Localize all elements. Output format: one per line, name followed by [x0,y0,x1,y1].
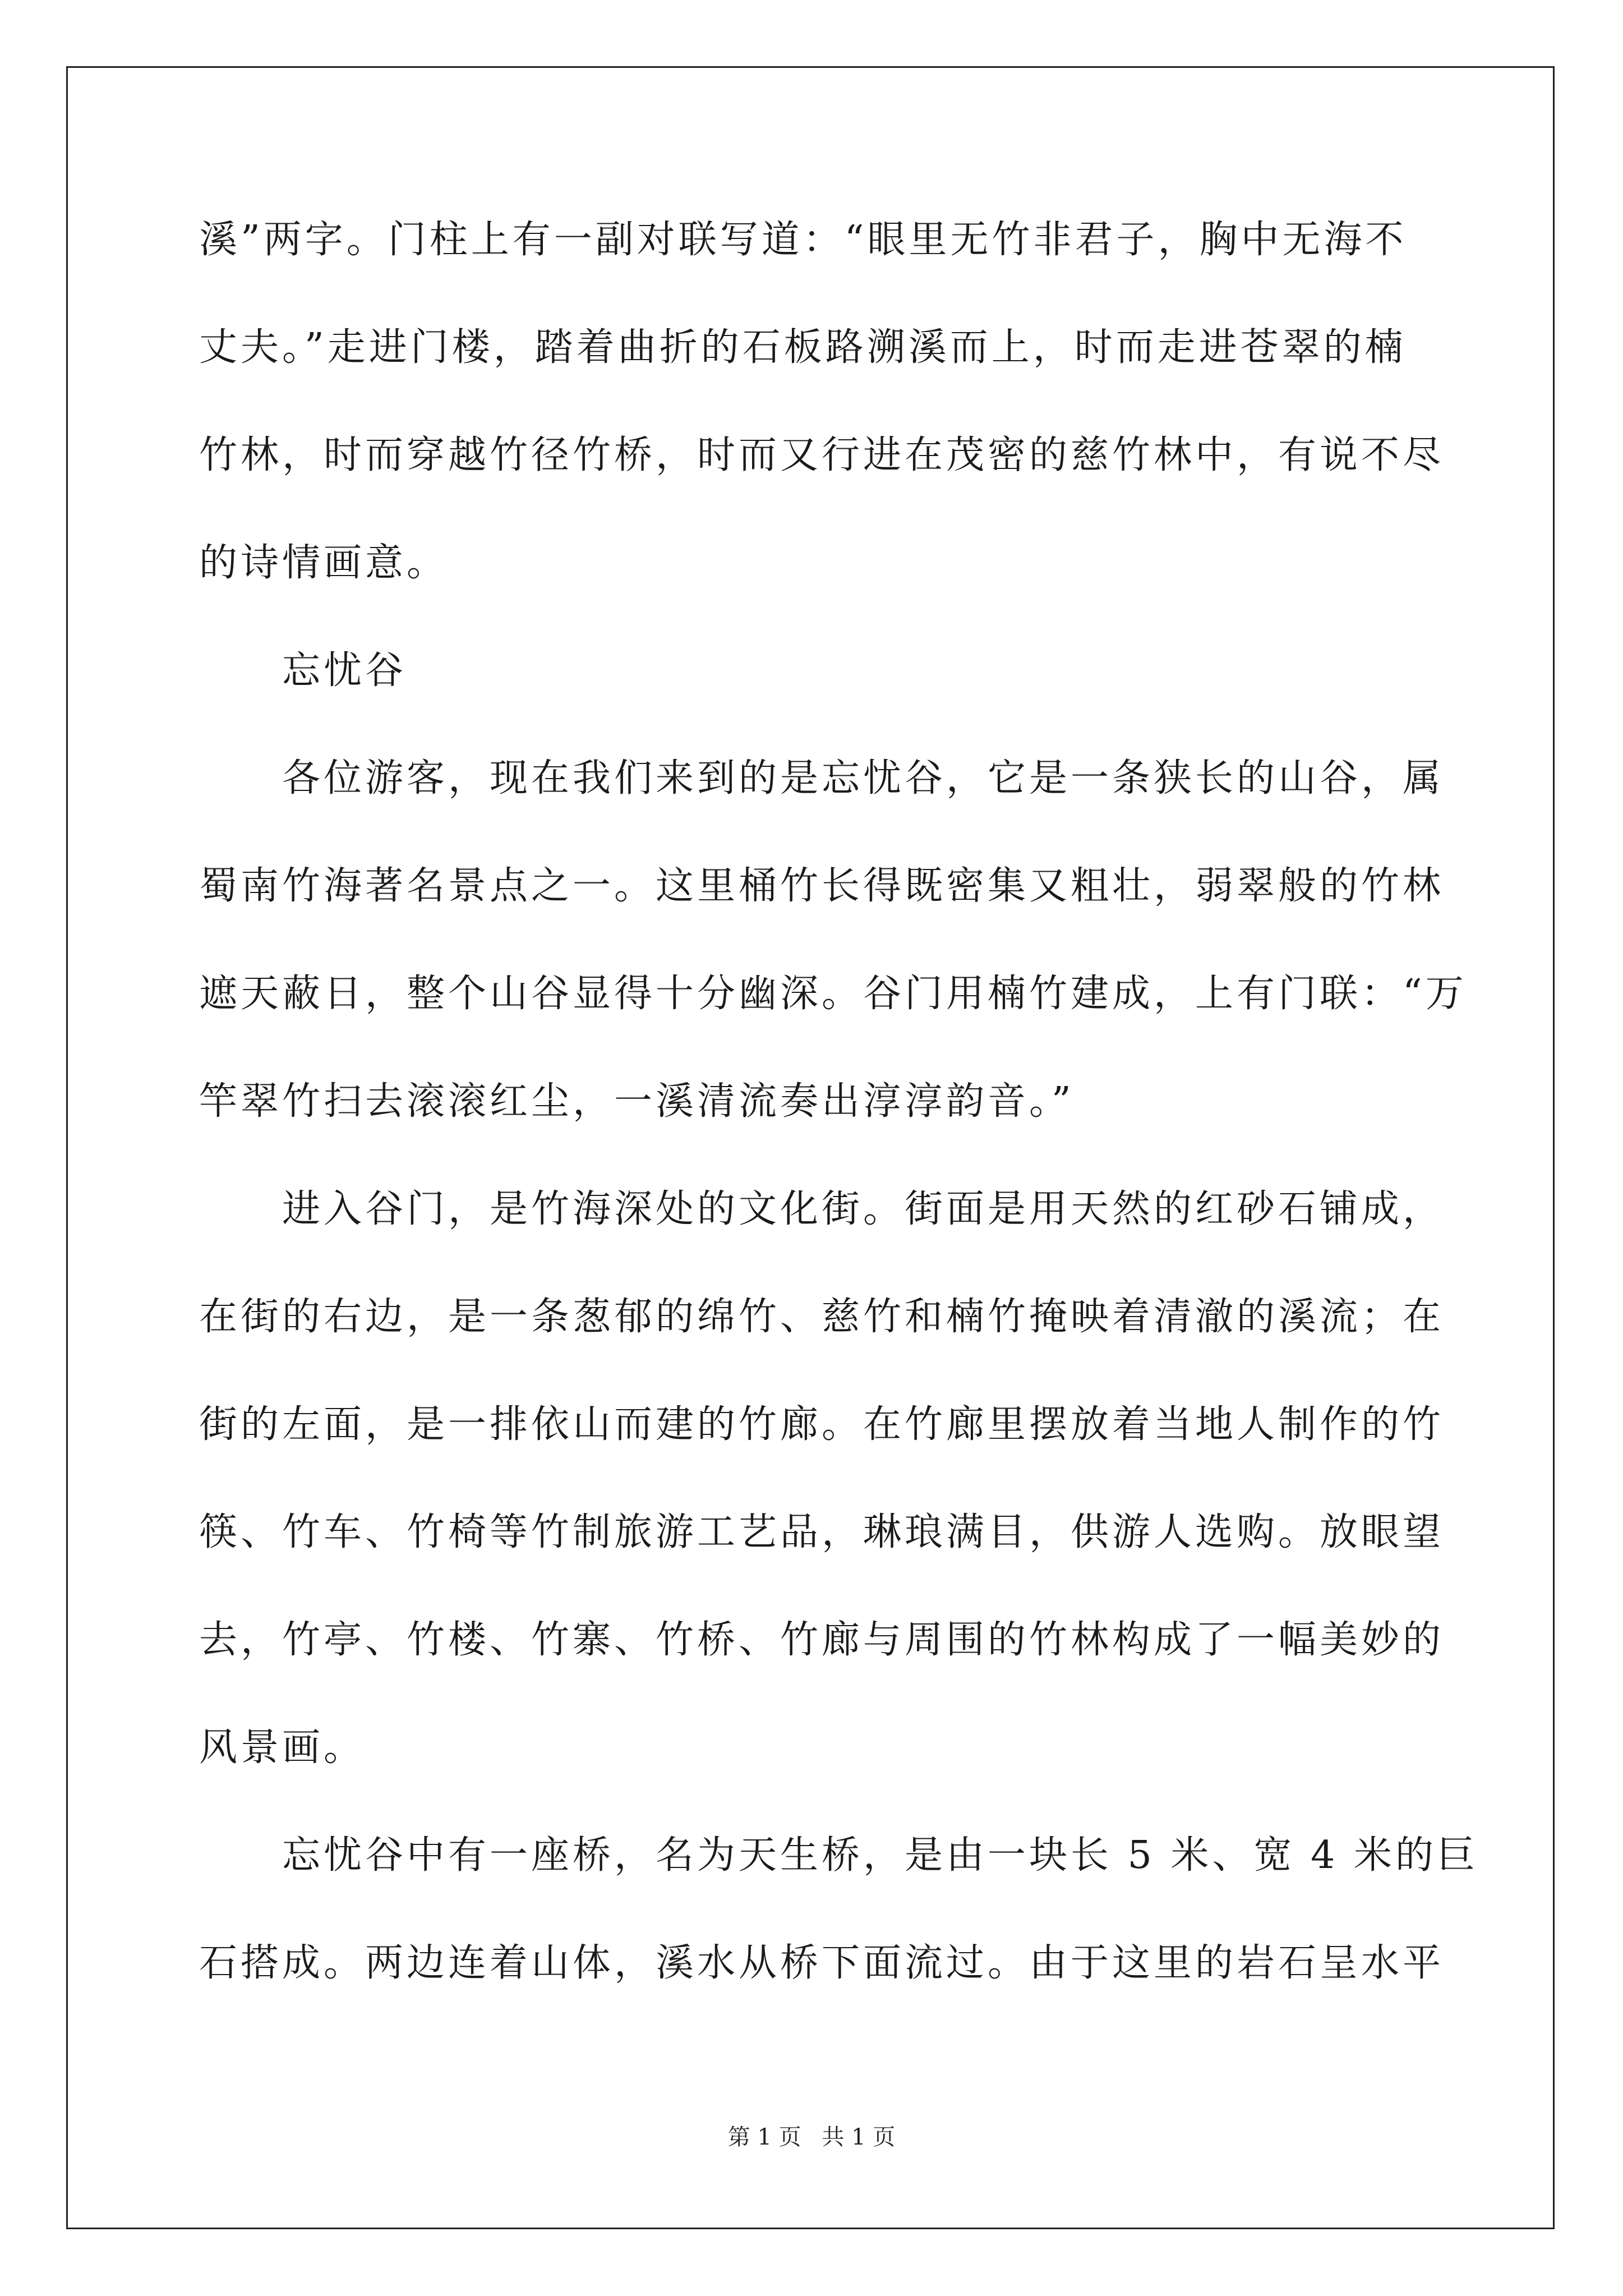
page-total: 共 1 页 [822,2124,896,2150]
text-line: 溪”两字。门柱上有一副对联写道：“眼里无竹非君子，胸中无海不 [199,218,1407,262]
text-line: 筷、竹车、竹椅等竹制旅游工艺品，琳琅满目，供游人选购。放眼望 [199,1510,1445,1554]
page-footer [0,2120,1623,2154]
text-line: 风景画。 [199,1726,366,1770]
text-line: 竹林，时而穿越竹径竹桥，时而又行进在茂密的慈竹林中，有说不尽 [199,433,1445,477]
text-line: 进入谷门，是竹海深处的文化街。街面是用天然的红砂石铺成， [282,1187,1445,1231]
text-line: 去，竹亭、竹楼、竹寨、竹桥、竹廊与周围的竹林构成了一幅美妙的 [199,1618,1445,1662]
text-line: 的诗情画意。 [199,541,449,585]
text-line: 竿翠竹扫去滚滚红尘，一溪清流奏出淳淳韵音。” [199,1079,1075,1124]
text-line: 忘忧谷中有一座桥，名为天生桥，是由一块长 5 米、宽 4 米的巨 [282,1833,1478,1878]
text-line: 石搭成。两边连着山体，溪水从桥下面流过。由于这里的岩石呈水平 [199,1941,1445,1985]
section-heading: 忘忧谷 [282,648,407,693]
document-body [199,213,1478,2044]
text-line: 街的左面，是一排依山而建的竹廊。在竹廊里摆放着当地人制作的竹 [199,1402,1445,1447]
text-line: 蜀南竹海著名景点之一。这里桶竹长得既密集又粗壮，弱翠般的竹林 [199,864,1445,908]
page-number: 第 1 页 [727,2124,801,2150]
text-line: 在街的右边，是一条葱郁的绵竹、慈竹和楠竹掩映着清澈的溪流；在 [199,1295,1445,1339]
text-line: 遮天蔽日，整个山谷显得十分幽深。谷门用楠竹建成，上有门联：“万 [199,972,1467,1016]
text-line: 丈夫。”走进门楼，踏着曲折的石板路溯溪而上，时而走进苍翠的楠 [199,325,1407,370]
text-line: 各位游客，现在我们来到的是忘忧谷，它是一条狭长的山谷，属 [282,756,1445,800]
